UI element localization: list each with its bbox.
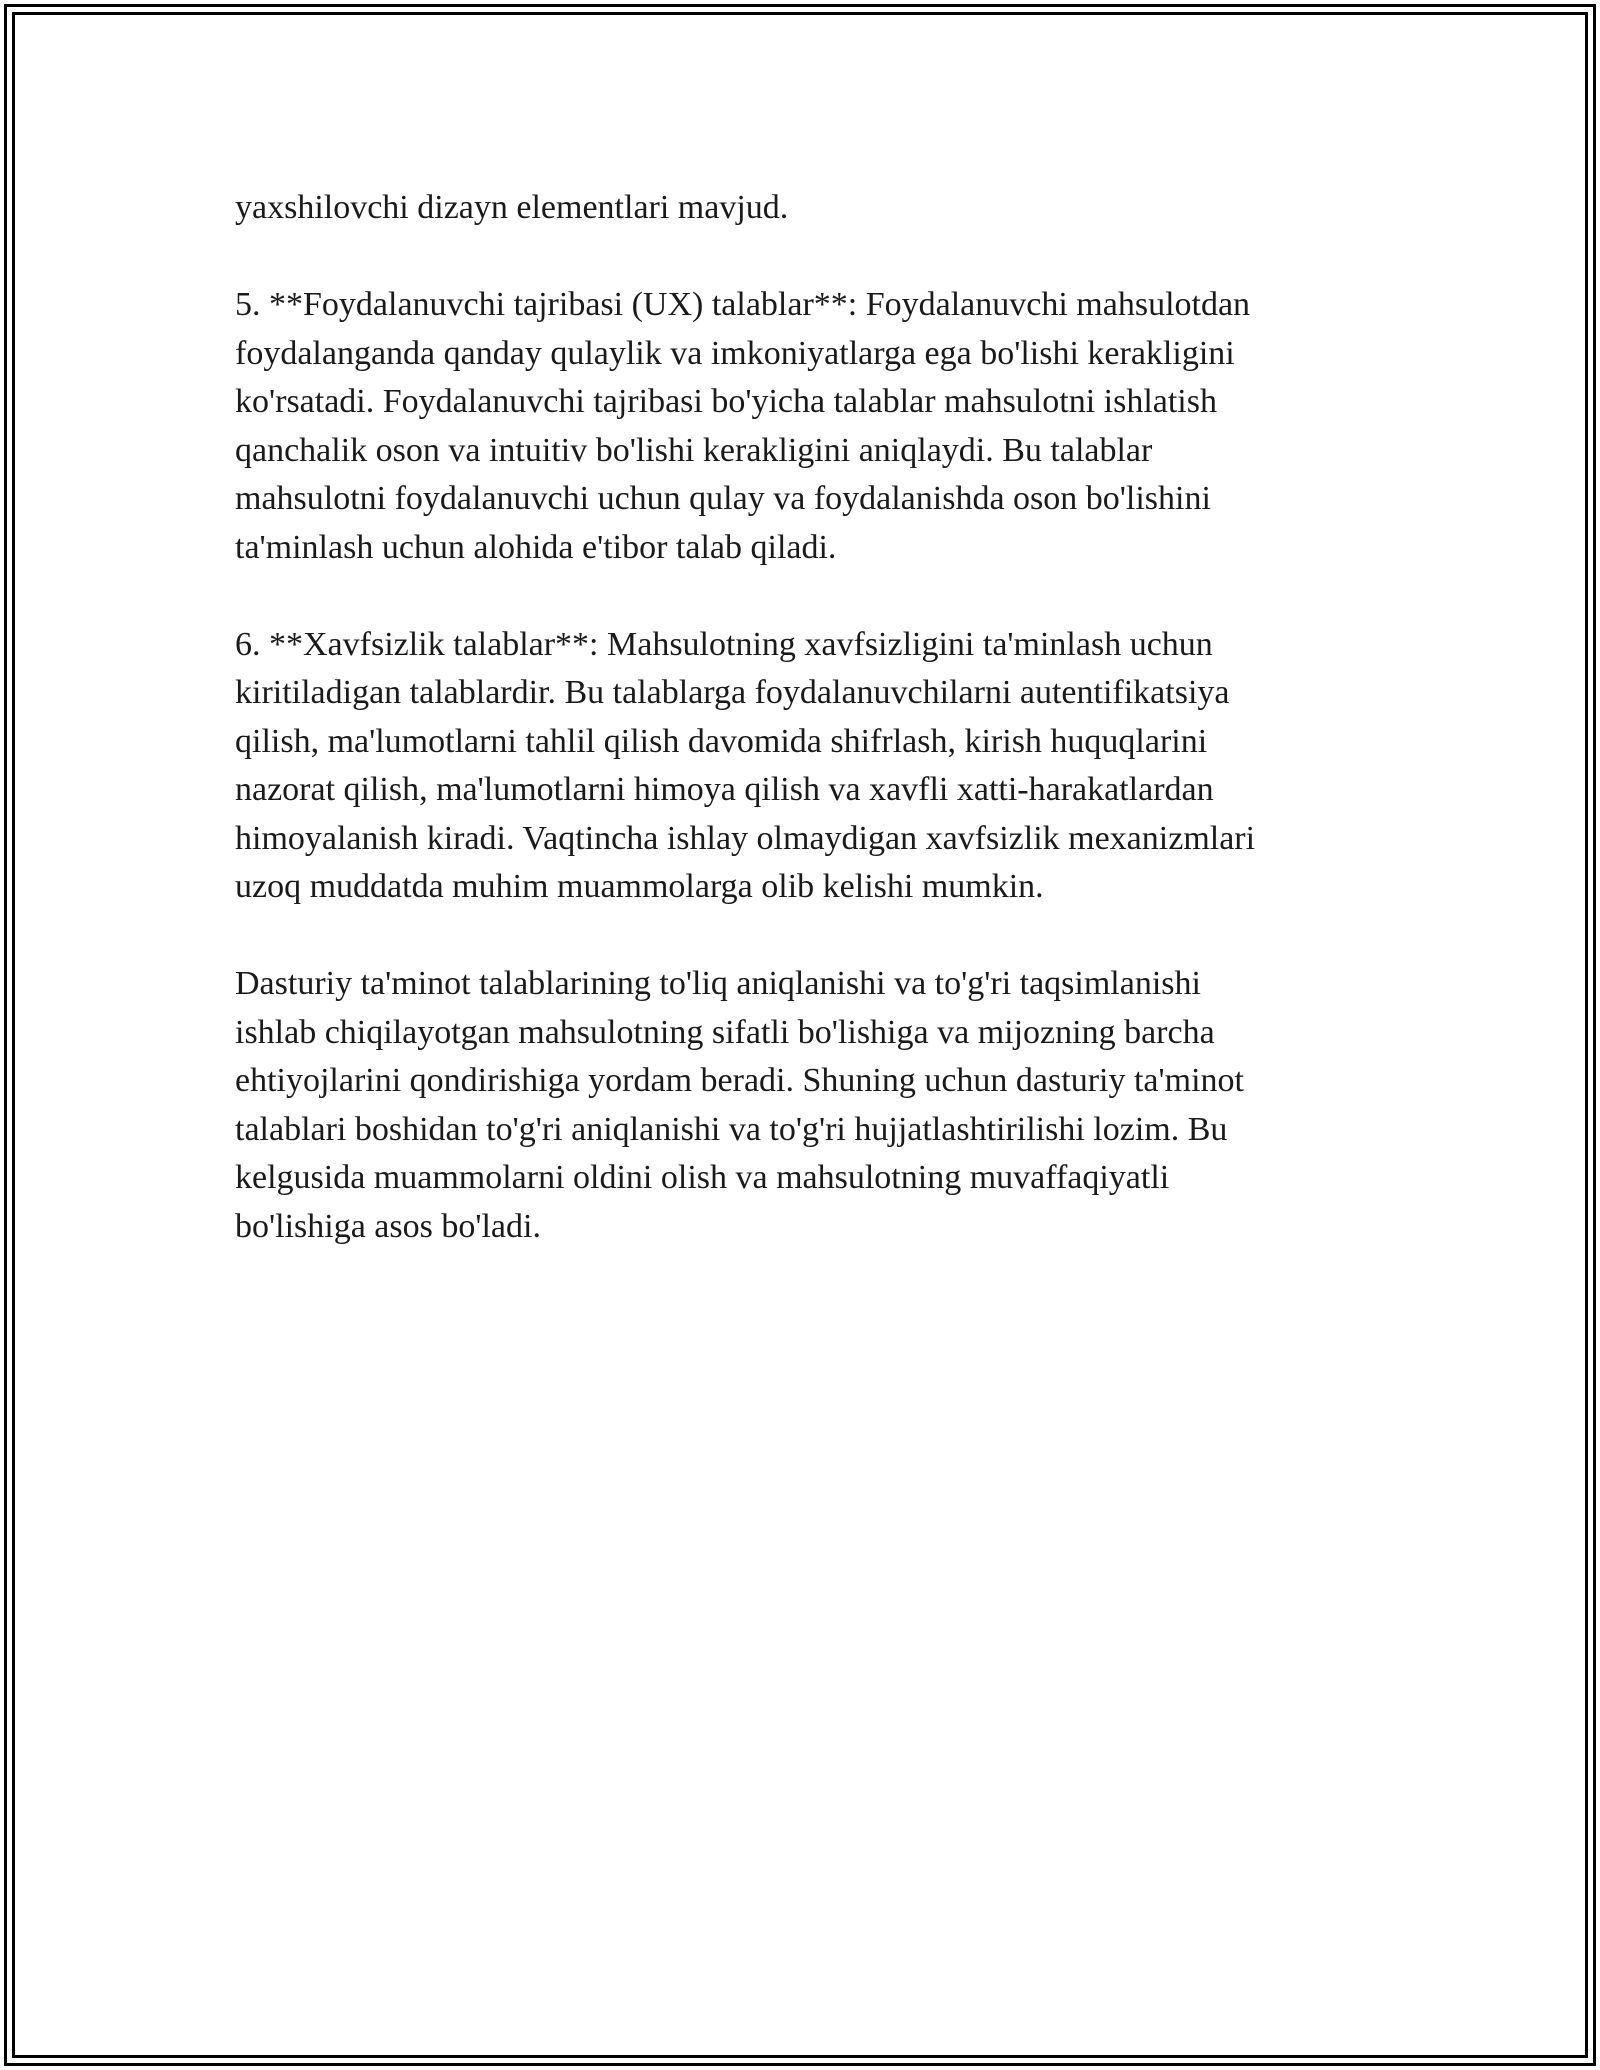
text-line: mahsulotni foydalanuvchi uchun qulay va foydalanishda oson bo'lishini [235, 480, 1211, 517]
text-line: ko'rsatadi. Foydalanuvchi tajribasi bo'yicha talablar mahsulotni ishlatish [235, 383, 1217, 420]
text-line: kiritiladigan talablardir. Bu talablarga foydalanuvchilarni autentifikatsiya [235, 674, 1230, 711]
text-line: yaxshilovchi dizayn elementlari mavjud. [235, 189, 789, 226]
text-line: foydalanganda qanday qulaylik va imkoniyatlarga ega bo'lishi kerakligini [235, 334, 1235, 372]
text-line: 5. **Foydalanuvchi tajribasi (UX) talablar**: Foydalanuvchi mahsulotdan [235, 286, 1251, 323]
text-line: qanchalik oson va intuitiv bo'lishi kerakligini aniqlaydi. Bu talablar [235, 431, 1153, 469]
text-line: bo'lishiga asos bo'ladi. [235, 1207, 541, 1245]
paragraph-continuation [235, 184, 1385, 233]
text-line: ishlab chiqilayotgan mahsulotning sifatli bo'lishiga va mijozning barcha [235, 1013, 1215, 1051]
text-line: qilish, ma'lumotlarni tahlil qilish davomida shifrlash, kirish huquqlarini [235, 722, 1208, 760]
text-line: 6. **Xavfsizlik talablar**: Mahsulotning xavfsizligini ta'minlash uchun [235, 625, 1213, 663]
paragraph-conclusion [235, 960, 1385, 1251]
text-line: kelgusida muammolarni oldini olish va mahsulotning muvaffaqiyatli [235, 1159, 1170, 1196]
text-line: ta'minlash uchun alohida e'tibor talab qiladi. [235, 528, 837, 566]
text-line: uzoq muddatda muhim muammolarga olib kelishi mumkin. [235, 868, 1044, 905]
text-line: ehtiyojlarini qondirishiga yordam beradi. Shuning uchun dasturiy ta'minot [235, 1062, 1244, 1099]
text-line: nazorat qilish, ma'lumotlarni himoya qilish va xavfli xatti-harakatlardan [235, 771, 1214, 808]
text-line: talablari boshidan to'g'ri aniqlanishi va to'g'ri hujjatlashtirilishi lozim. Bu [235, 1110, 1228, 1148]
text-line: himoyalanish kiradi. Vaqtincha ishlay olmaydigan xavfsizlik mexanizmlari [235, 819, 1256, 857]
paragraph-ux-requirements [235, 281, 1385, 572]
document-body [235, 184, 1385, 1300]
text-line: Dasturiy ta'minot talablarining to'liq aniqlanishi va to'g'ri taqsimlanishi [235, 965, 1201, 1002]
paragraph-security-requirements [235, 621, 1385, 912]
